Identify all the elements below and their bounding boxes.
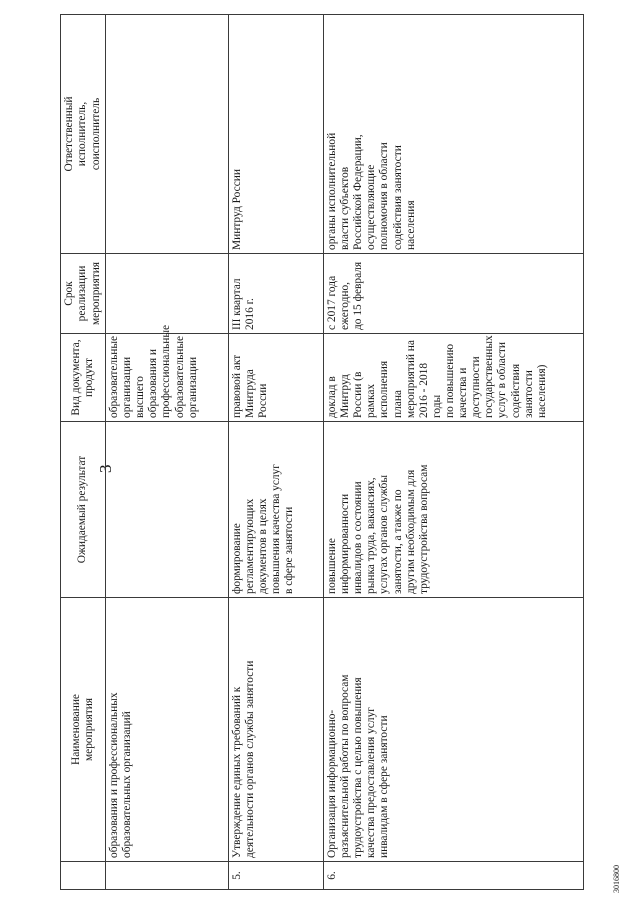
table-row xyxy=(229,15,324,890)
responsible-cell: Минтруд России xyxy=(229,15,324,254)
header-responsible: Ответственный исполнитель, соисполнитель xyxy=(61,15,106,254)
expected-result-cell xyxy=(106,422,229,598)
measures-table xyxy=(60,14,584,890)
table-header-row xyxy=(61,15,106,890)
header-expected-result: Ожидаемый результат xyxy=(61,422,106,598)
row-number xyxy=(106,862,229,890)
row-number: 5. xyxy=(229,862,324,890)
measure-name-cell: образования и профессиональных образовательных организаций xyxy=(106,598,229,862)
table-row xyxy=(106,15,229,890)
term-cell: с 2017 года ежегодно, до 15 февраля xyxy=(324,254,584,334)
header-document-type: Вид документа, продукт xyxy=(61,334,106,422)
term-cell xyxy=(106,254,229,334)
responsible-cell: органы исполнительной власти субъектов Российской Федерации, осуществляющие полномочия в области содействия занятости населения xyxy=(324,15,584,254)
expected-result-cell: формирование регламентирующих документов в целях повышения качества услуг в сфере занятости xyxy=(229,422,324,598)
document-code: 3016800 xyxy=(612,865,621,893)
table-row xyxy=(324,15,584,890)
document-type-cell: правовой акт Минтруда России xyxy=(229,334,324,422)
term-cell: III квартал 2016 г. xyxy=(229,254,324,334)
header-implementation-term: Срок реализации мероприятия xyxy=(61,254,106,334)
expected-result-cell: повышение информированности инвалидов о состоянии рынка труда, вакансиях, услугах органов службы занятости, а также по другим необходимым для трудоустройства вопросам xyxy=(324,422,584,598)
row-number: 6. xyxy=(324,862,584,890)
responsible-cell xyxy=(106,15,229,254)
header-number xyxy=(61,862,106,890)
document-type-cell: образовательные организации высшего образования и профессиональные образовательные организации xyxy=(106,334,229,422)
measure-name-cell: Утверждение единых требований к деятельности органов службы занятости xyxy=(229,598,324,862)
page-number: 3 xyxy=(96,464,115,473)
header-measure-name: Наименование мероприятия xyxy=(61,598,106,862)
document-type-cell: доклад в Минтруд России (в рамках исполнения плана мероприятий на 2016 - 2018 годы по повышению качества и доступности государственных услуг в области содействия занятости населения) xyxy=(324,334,584,422)
measure-name-cell: Организация информационно- разъяснительной работы по вопросам трудоустройства с целью повышения качества предоставления услуг инвалидам в сфере занятости xyxy=(324,598,584,862)
